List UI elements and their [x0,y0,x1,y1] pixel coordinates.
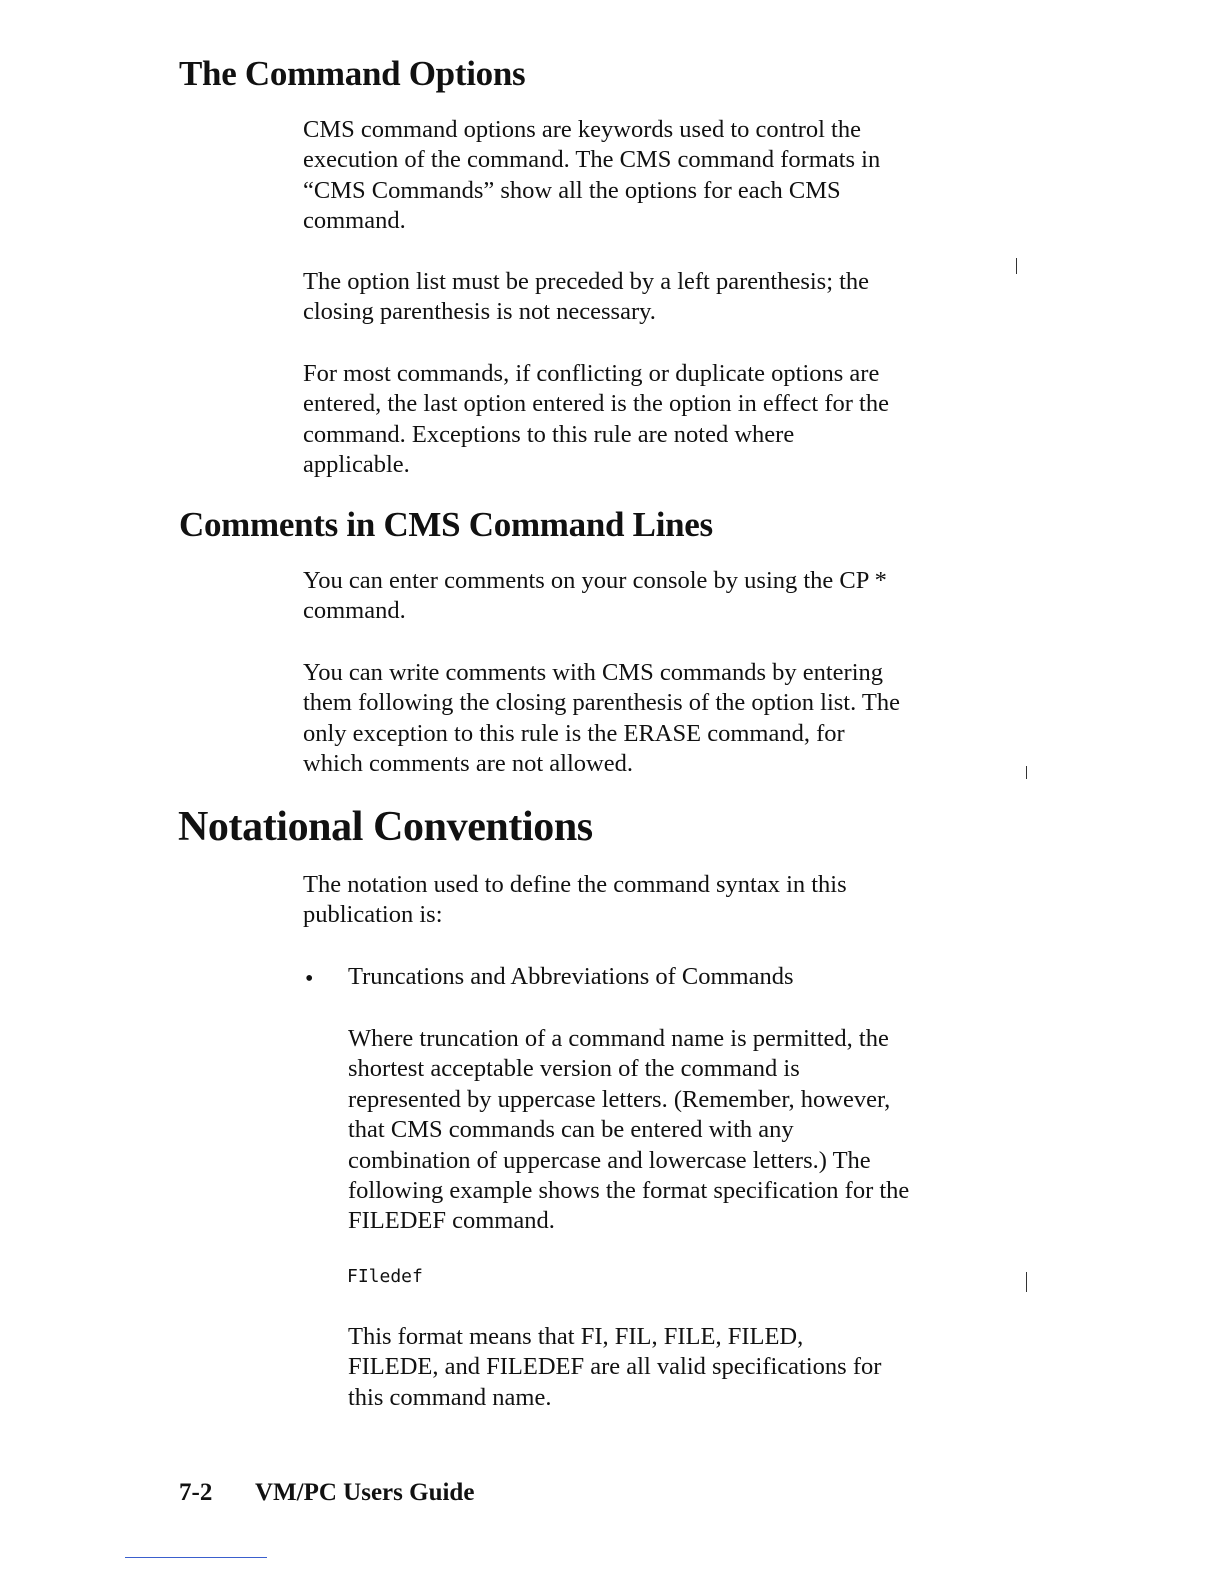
paragraph-comments-1 [303,566,993,627]
text-line: combination of uppercase and lowercase letters.) The [348,1146,871,1174]
text-line: command. Exceptions to this rule are noted where [303,420,795,448]
text-line: this command name. [348,1383,552,1411]
text-line: that CMS commands can be entered with any [348,1116,794,1144]
footer-book-title: VM/PC Users Guide [255,1479,475,1506]
chapter-heading-notational-conventions: Notational Conventions [178,804,593,850]
text-line: command. [303,207,406,235]
paragraph-command-options-3 [303,359,993,481]
text-line: them following the closing parenthesis of the option list. The [303,689,900,717]
text-line: execution of the command. The CMS command formats in [303,146,881,174]
text-line: FILEDE, and FILEDEF are all valid specifications for [348,1353,882,1381]
text-line: You can enter comments on your console by using the CP * [303,567,887,594]
text-line: The notation used to define the command syntax in this [303,871,847,898]
paragraph-truncation-body [348,1024,998,1237]
paragraph-notational-intro [303,870,993,931]
bullet-title: Truncations and Abbreviations of Commands [348,963,794,990]
text-line: command. [303,597,406,625]
text-line: shortest acceptable version of the command is [348,1055,800,1083]
change-bar [1026,1272,1027,1292]
section-heading-command-options: The Command Options [179,54,526,93]
text-line: This format means that FI, FIL, FILE, FILED, [348,1323,804,1350]
text-line: You can write comments with CMS commands by entering [303,659,884,686]
text-line: only exception to this rule is the ERASE command, for [303,719,845,747]
text-line: The option list must be preceded by a left parenthesis; the [303,268,870,295]
text-line: represented by uppercase letters. (Remember, however, [348,1085,891,1113]
bottom-rule [125,1557,267,1558]
paragraph-truncation-explanation [348,1322,998,1413]
text-line: which comments are not allowed. [303,750,633,778]
section-heading-comments: Comments in CMS Command Lines [179,505,713,544]
change-bar [1016,258,1017,274]
paragraph-comments-2 [303,658,993,780]
text-line: CMS command options are keywords used to control the [303,116,861,143]
change-bar [1026,766,1027,779]
text-line: FILEDEF command. [348,1207,555,1235]
text-line: closing parenthesis is not necessary. [303,298,656,326]
text-line: applicable. [303,451,410,479]
text-line: “CMS Commands” show all the options for each CMS [303,176,841,204]
bullet-icon: • [305,966,314,992]
text-line: publication is: [303,901,443,929]
text-line: Where truncation of a command name is permitted, the [348,1025,889,1052]
text-line: following example shows the format specification for the [348,1177,910,1205]
footer-page-number: 7-2 [179,1479,213,1506]
text-line: For most commands, if conflicting or duplicate options are [303,360,880,387]
paragraph-command-options-2 [303,267,993,328]
code-example-filedef: FIledef [347,1266,423,1287]
paragraph-command-options-1 [303,115,993,237]
text-line: entered, the last option entered is the option in effect for the [303,390,889,418]
